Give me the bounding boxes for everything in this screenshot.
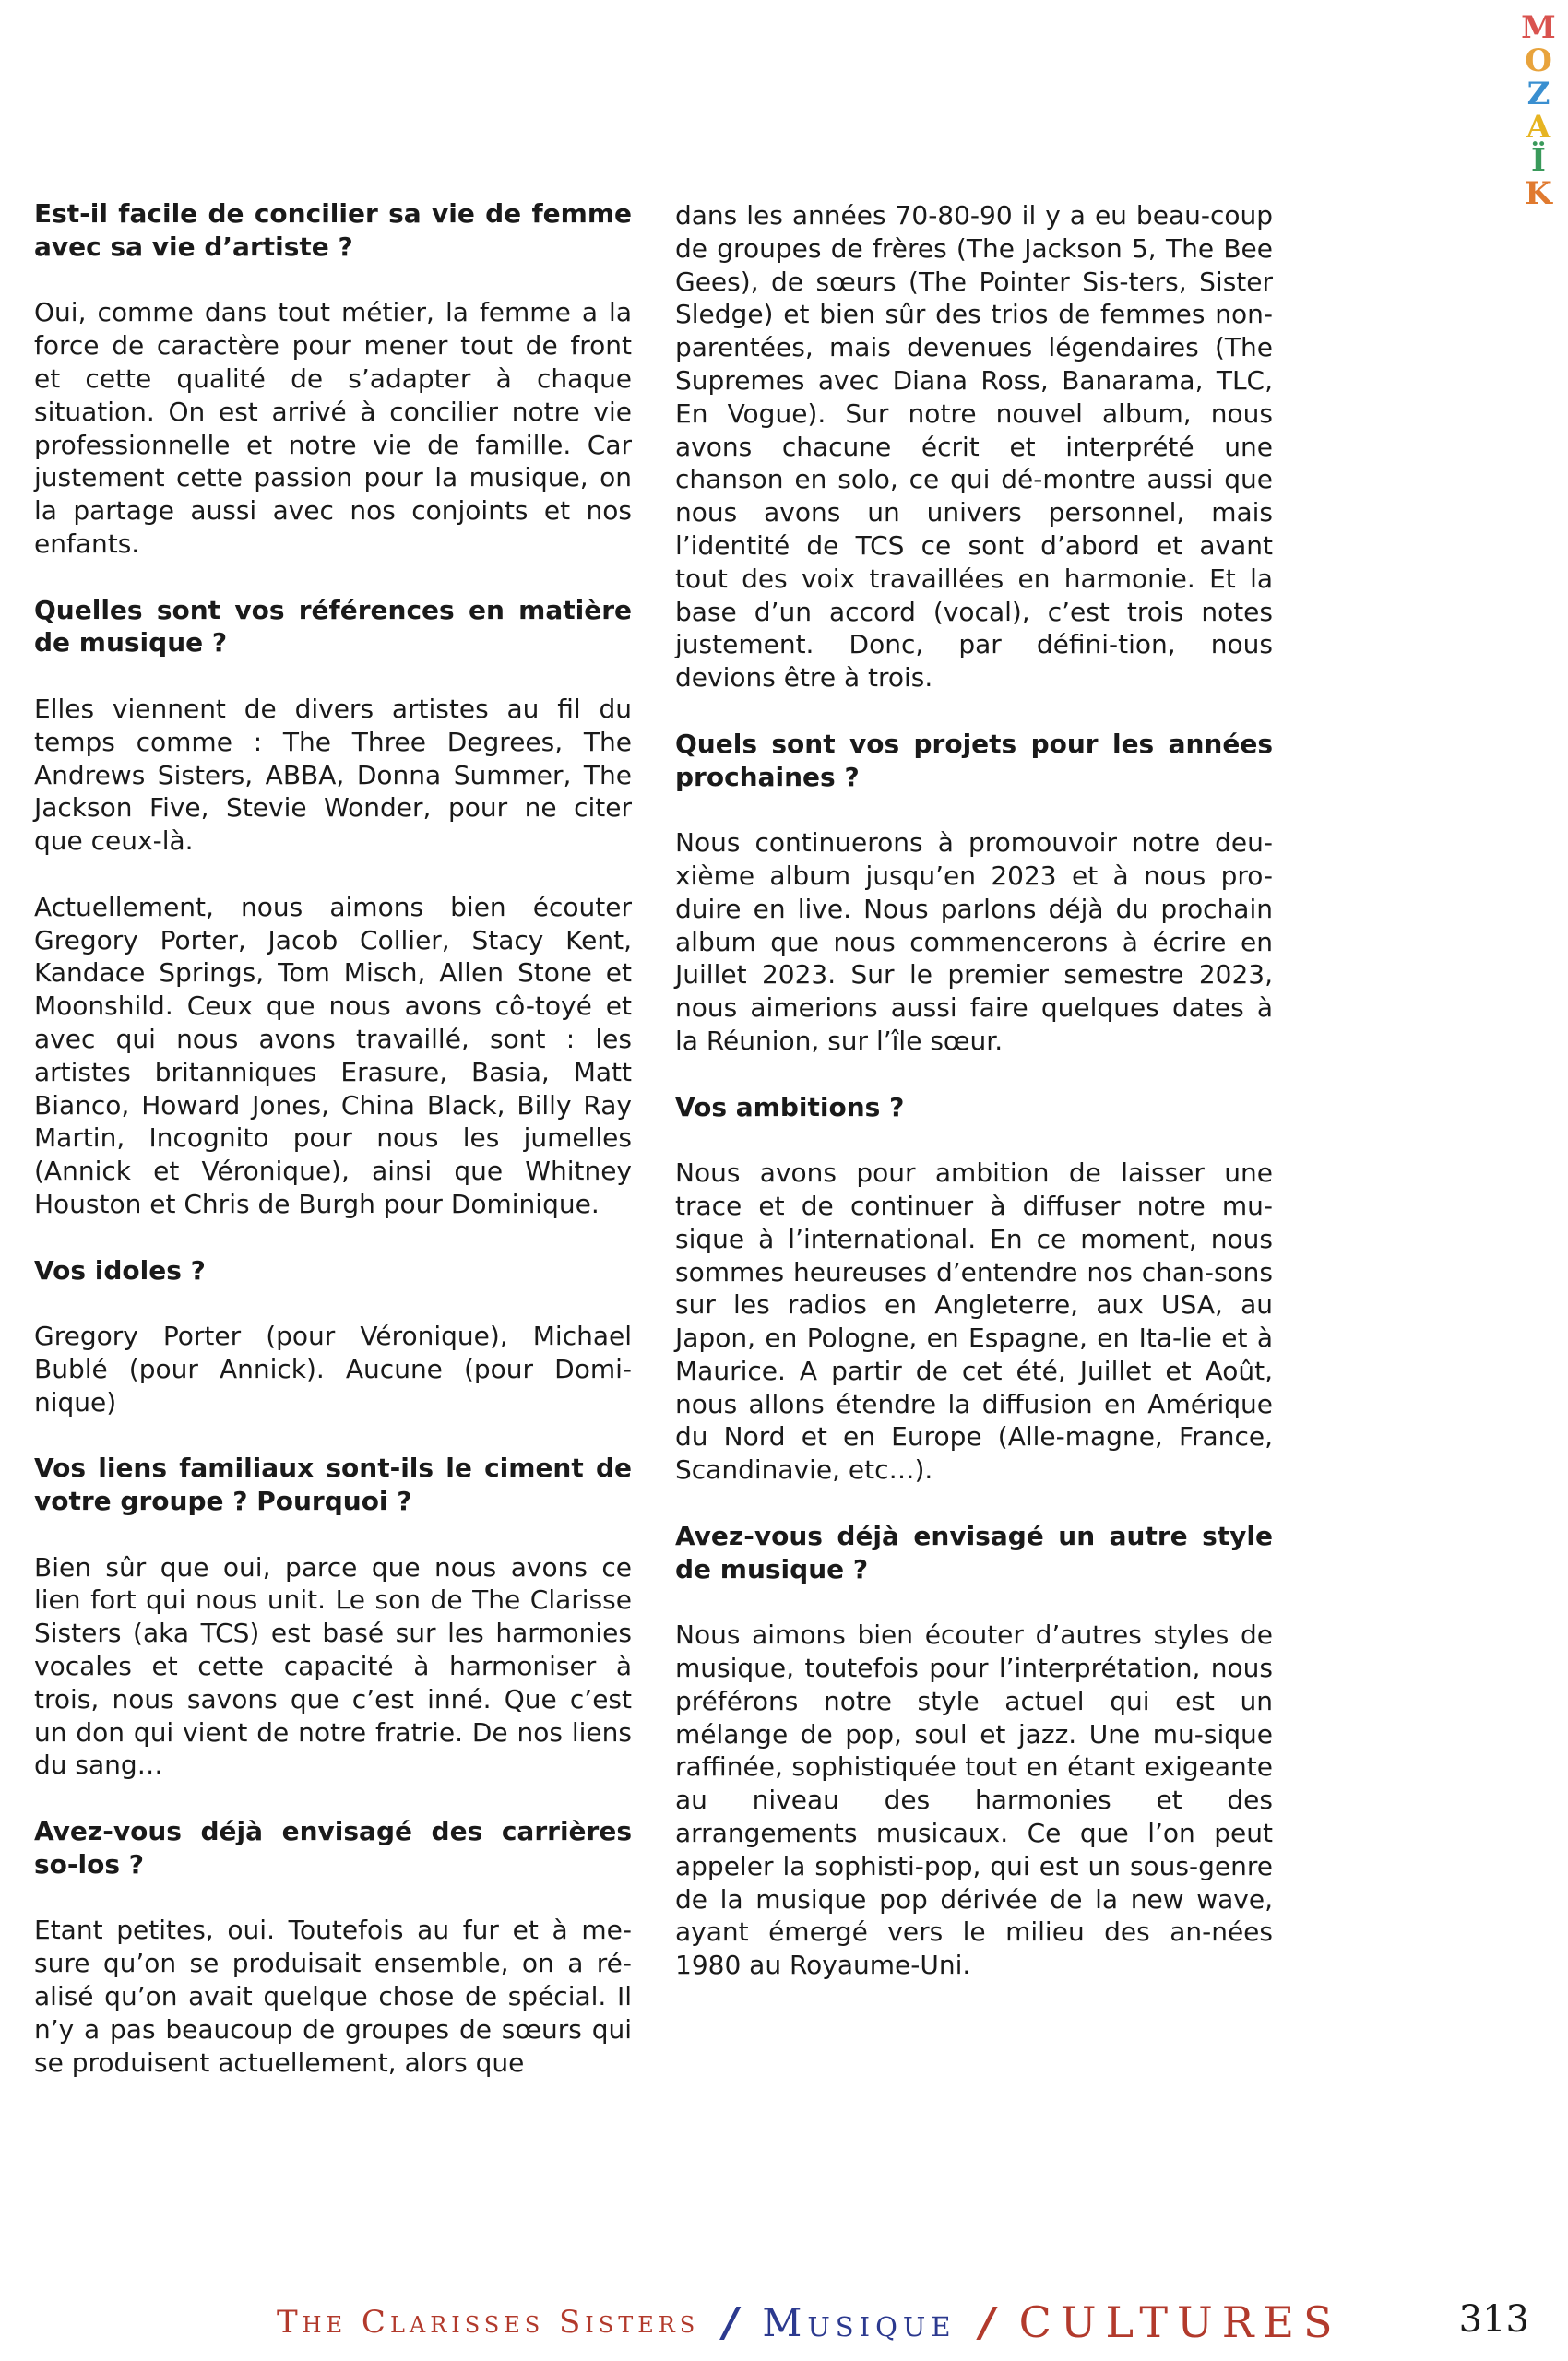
logo-letter: M [1521, 9, 1556, 46]
interview-answer: Nous aimons bien écouter d’autres styles de musique, toutefois pour l’interprétation, nous préférons notre style actuel qui est un mélange de pop, soul et jazz. Une mu-sique raffinée, sophistiquée tout en étant exigeante au niveau des harmonies et des arrangements musicaux. Ce que l’on peut appeler la sophisti-pop, qui est un sous-genre de la musique pop dérivée de la new wave, ayant émergé vers le milieu des an-nées 1980 au Royaume-Uni. [675, 1619, 1273, 1981]
logo-letter: K [1525, 175, 1552, 212]
logo-letter: A [1526, 109, 1551, 146]
interview-question: Quelles sont vos références en matière de musique ? [34, 594, 632, 658]
footer-separator: / [980, 2298, 995, 2346]
interview-answer: Bien sûr que oui, parce que nous avons ce lien fort qui nous unit. Le son de The Clarisse Sisters (aka TCS) est basé sur les harmonies vocales et cette capacité à harmoniser à trois, nous savons que c’est inné. Que c’est un don qui vient de notre fratrie. De nos liens du sang… [34, 1551, 632, 1781]
interview-question: Avez-vous déjà envisagé un autre style de musique ? [675, 1520, 1273, 1584]
interview-question: Vos ambitions ? [675, 1091, 905, 1122]
footer-separator: / [723, 2298, 739, 2346]
interview-answer: dans les années 70-80-90 il y a eu beau-coup de groupes de frères (The Jackson 5, The Bee Gees), de sœurs (The Pointer Sis-ters, Sister Sledge) et bien sûr des trios de femmes non-parentées, mais devenues légendaires (The Supremes avec Diana Ross, Banarama, TLC, En Vogue). Sur notre nouvel album, nous avons chacune écrit et interprété une chanson en solo, ce qui dé-montre aussi que nous avons un univers personnel, mais l’identité de TCS ce sont d’abord et avant tout des voix travaillées en harmonie. Et la base d’un accord (vocal), c’est trois notes justement. Donc, par défini-tion, nous devions être à trois. [675, 200, 1273, 694]
interview-question: Quels sont vos projets pour les années prochaines ? [675, 728, 1273, 792]
interview-question: Avez-vous déjà envisagé des carrières so-los ? [34, 1816, 632, 1880]
footer-article-title: The Clarisses Sisters [277, 2304, 700, 2341]
logo-letter: Ï [1531, 142, 1546, 179]
running-footer [277, 2295, 1342, 2350]
interview-answer: Gregory Porter (pour Véronique), Michael Bublé (pour Annick). Aucune (pour Domi-nique) [34, 1321, 632, 1418]
footer-section: CULTURES [1018, 2297, 1342, 2347]
article-column-right [675, 199, 1273, 1982]
interview-answer: Oui, comme dans tout métier, la femme a la force de caractère pour mener tout de front et cette qualité de s’adapter à chaque situation. On est arrivé à concilier notre vie professionnelle et notre vie de famille. Car justement cette passion pour la musique, on la partage aussi avec nos conjoints et nos enfants. [34, 297, 632, 559]
article-column-left [34, 197, 632, 2079]
footer-rubric: Musique [762, 2299, 956, 2345]
interview-question: Est-il facile de concilier sa vie de femme avec sa vie d’artiste ? [34, 198, 632, 262]
interview-answer: Etant petites, oui. Toutefois au fur et à me-sure qu’on se produisait ensemble, on a ré-alisé qu’on avait quelque chose de spécial. Il n’y a pas beaucoup de groupes de sœurs qui se produisent actuellement, alors que [34, 1915, 632, 2078]
page-number: 313 [1458, 2298, 1529, 2341]
interview-question: Vos idoles ? [34, 1254, 206, 1286]
interview-answer: Actuellement, nous aimons bien écouter Gregory Porter, Jacob Collier, Stacy Kent, Kandace Springs, Tom Misch, Allen Stone et Moonshild. Ceux que nous avons cô-toyé et avec qui nous avons travaillé, sont : les artistes britanniques Erasure, Basia, Matt Bianco, Howard Jones, China Black, Billy Ray Martin, Incognito pour nous les jumelles (Annick et Véronique), ainsi que Whitney Houston et Chris de Burgh pour Dominique. [34, 891, 632, 1219]
interview-answer: Nous continuerons à promouvoir notre deu-xième album jusqu’en 2023 et à nous pro-duire en live. Nous parlons déjà du prochain album que nous commencerons à écrire en Juillet 2023. Sur le premier semestre 2023, nous aimerions aussi faire quelques dates à la Réunion, sur l’île sœur. [675, 827, 1273, 1056]
mozaik-logo [1518, 11, 1559, 210]
logo-letter: Z [1526, 76, 1550, 113]
interview-answer: Nous avons pour ambition de laisser une trace et de continuer à diffuser notre mu-sique à l’international. En ce moment, nous sommes heureuses d’entendre nos chan-sons sur les radios en Angleterre, aux USA, au Japon, en Pologne, en Espagne, en Ita-lie et à Maurice. A partir de cet été, Juillet et Août, nous allons étendre la diffusion en Amérique du Nord et en Europe (Alle-magne, France, Scandinavie, etc…). [675, 1157, 1273, 1486]
interview-question: Vos liens familiaux sont-ils le ciment de votre groupe ? Pourquoi ? [34, 1453, 632, 1517]
logo-letter: O [1525, 42, 1552, 79]
interview-answer: Elles viennent de divers artistes au fil du temps comme : The Three Degrees, The Andrews Sisters, ABBA, Donna Summer, The Jackson Five, Stevie Wonder, pour ne citer que ceux-là. [34, 693, 632, 857]
